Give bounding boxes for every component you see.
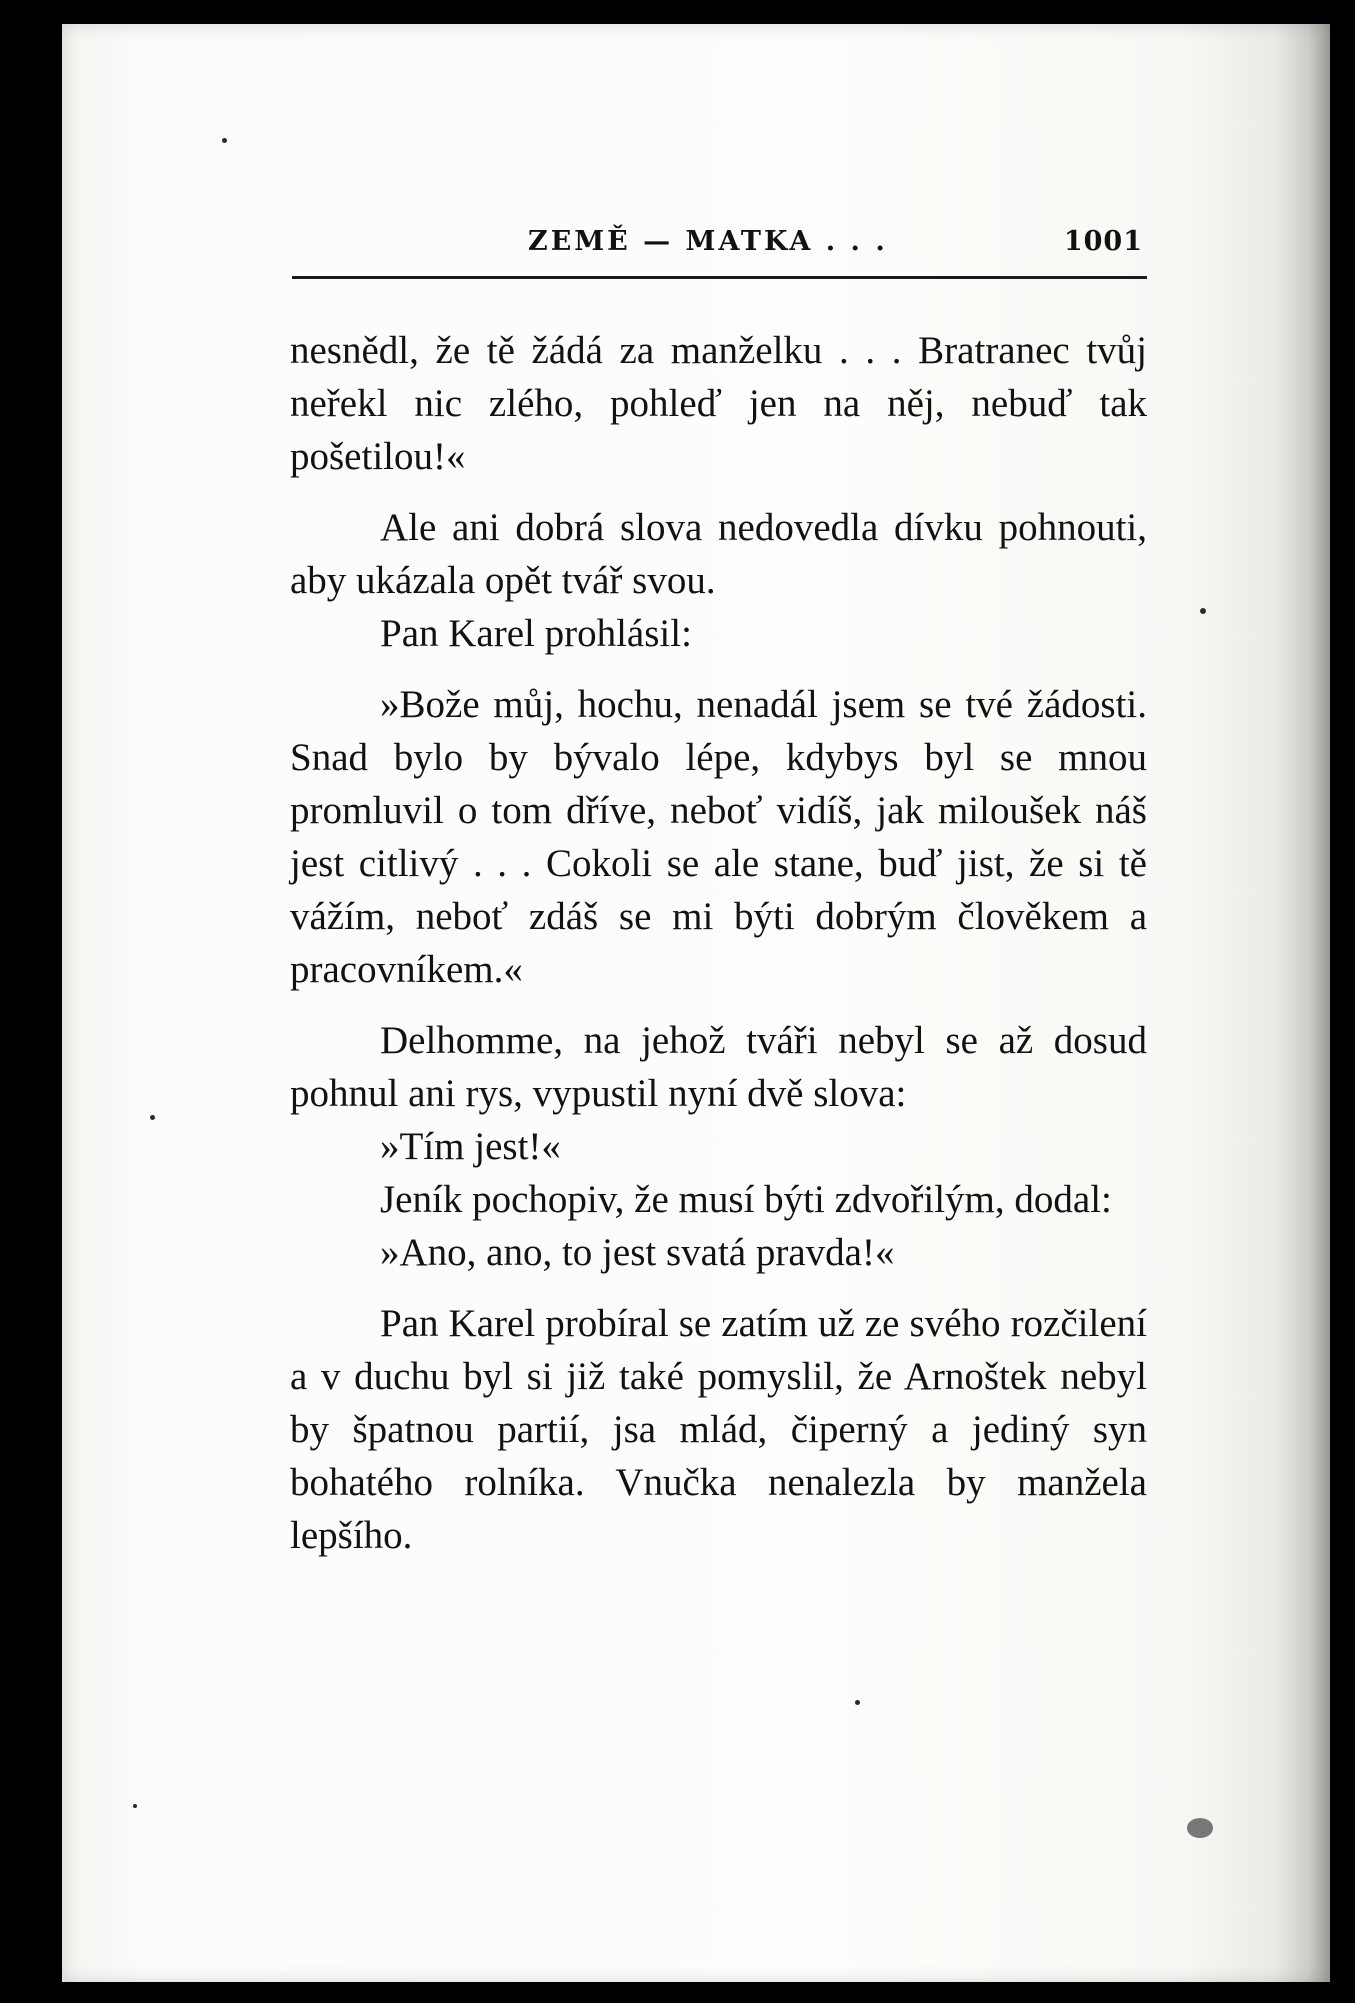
header-rule xyxy=(292,276,1147,279)
paragraph: »Ano, ano, to jest svatá pravda!« xyxy=(380,1231,895,1274)
page-header xyxy=(290,226,1147,262)
page-edge-shadow xyxy=(1275,24,1330,1982)
scan-speck xyxy=(222,138,227,143)
paragraph: »Tím jest!« xyxy=(380,1125,561,1168)
paragraph: Jeník pochopiv, že musí býti zdvořilým, dodal: xyxy=(380,1178,1112,1221)
paragraph: »Bože můj, hochu, nenadál jsem se tvé žádosti. Snad bylo by bývalo lépe, kdybys byl se mnou promluvil o tom dříve, neboť vidíš, jak miloušek náš jest citlivý . . . Cokoli se ale stane, buď jist, že si tě vážím, neboť zdáš se mi býti dobrým člověkem a pracovníkem.« xyxy=(290,683,1147,991)
scan-speck xyxy=(150,1115,155,1120)
page-number: 1001 xyxy=(1063,226,1143,257)
scan-speck xyxy=(1187,1818,1213,1838)
paragraph: Ale ani dobrá slova nedovedla dívku pohnouti, aby ukázala opět tvář svou. xyxy=(290,506,1147,602)
paragraph: Pan Karel prohlásil: xyxy=(380,612,692,655)
paragraph-continuation: nesnědl, že tě žádá za manželku . . . Bratranec tvůj neřekl nic zlého, pohleď jen na něj, nebuď tak pošetilou!« xyxy=(290,329,1147,478)
body-text xyxy=(290,324,1147,1562)
scan-speck xyxy=(1200,608,1206,614)
scan-speck xyxy=(133,1804,137,1808)
running-title: ZEMĚ — MATKA . . . xyxy=(528,226,888,257)
scan-speck xyxy=(855,1700,860,1705)
paragraph: Pan Karel probíral se zatím už ze svého rozčilení a v duchu byl si již také pomyslil, že Arnoštek nebyl by špatnou partií, jsa mlád, čiperný a jediný syn bohatého rolníka. Vnučka nenalezla by manžela lepšího. xyxy=(290,1302,1147,1557)
paragraph: Delhomme, na jehož tváři nebyl se až dosud pohnul ani rys, vypustil nyní dvě slova: xyxy=(290,1019,1147,1115)
